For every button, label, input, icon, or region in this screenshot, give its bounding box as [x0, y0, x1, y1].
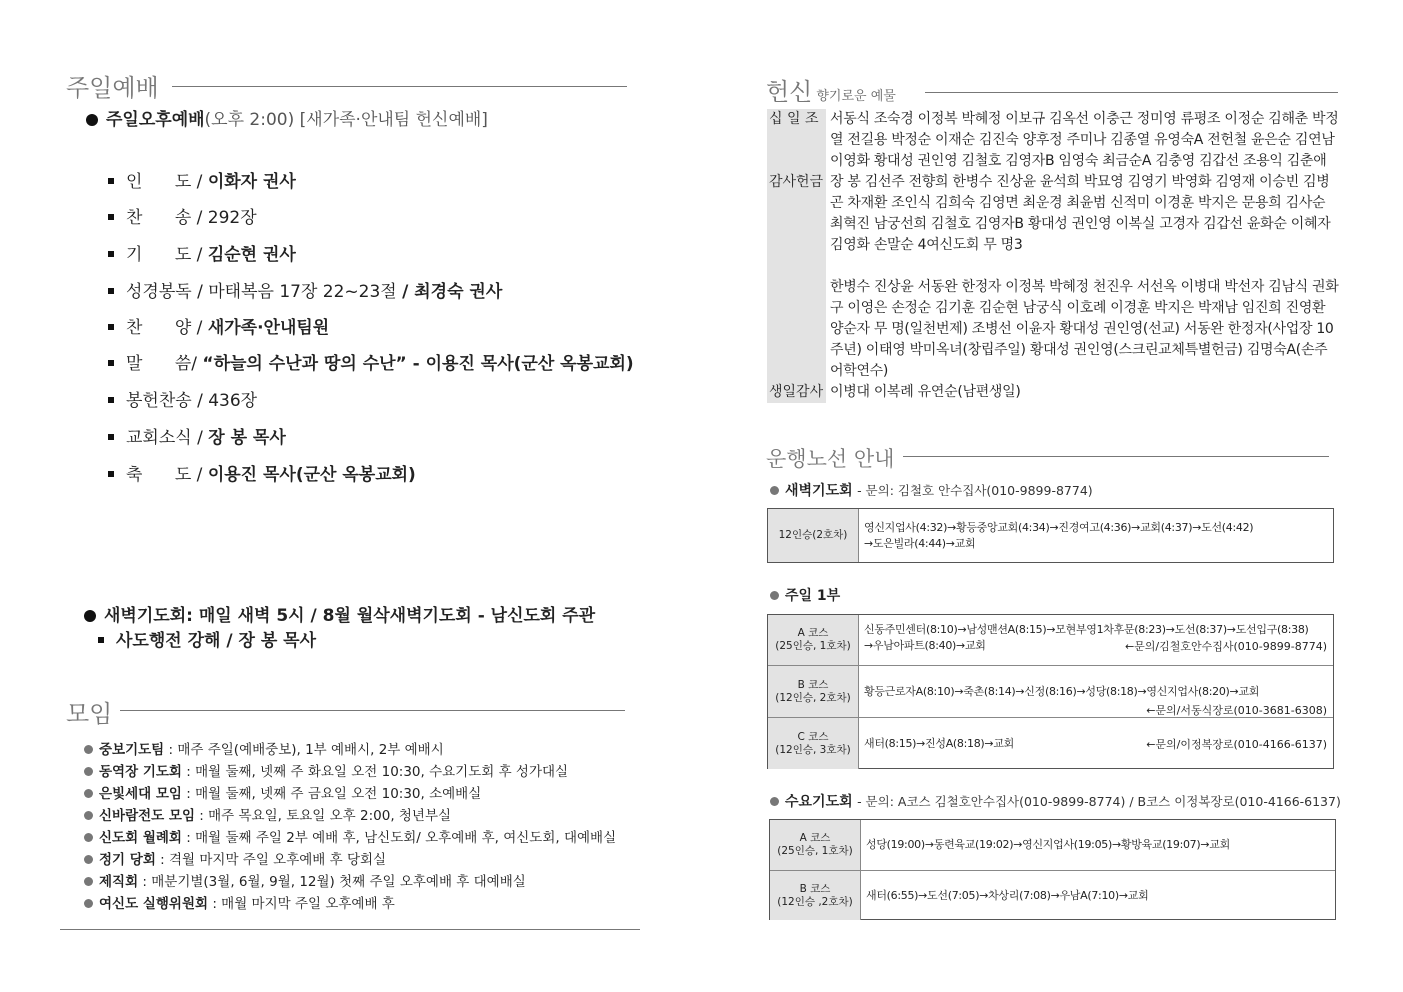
- meeting-item: [84, 848, 386, 868]
- bullet-icon: [84, 789, 93, 798]
- offering-names: 한병수 진상윤 서동완 한정자 이정복 박혜정 천진우 서선옥 이병대 박선자 김남식 권화구 이영은 손정순 김기훈 김순현 남궁식 이호례 이경훈 박지은 박재남 임진희 진영환 양순자 무 명(일천번제) 조병선 이윤자 황대성 권인영(선교) 서동완 한정자(사업장 10주년) 이태영 박미옥녀(창립주일) 황대성 권인영(스크린교체특별헌금) 김명숙A(손주 어학연수): [830, 279, 1339, 379]
- dawn-route-name: 새벽기도회: [785, 483, 853, 499]
- route-row: [768, 615, 1333, 665]
- route-title-rule: [903, 456, 1329, 457]
- offering-section-title: [766, 72, 896, 107]
- square-bullet-icon: [108, 251, 114, 257]
- dawn-prayer-sub: [98, 626, 316, 651]
- offering-row: [767, 109, 1341, 172]
- route-label: [768, 509, 859, 562]
- order-item: [108, 423, 286, 448]
- bullet-icon: [84, 899, 93, 908]
- wednesday-route-table: [769, 819, 1336, 920]
- bullet-icon: [84, 745, 93, 754]
- order-value: / 최경숙 권사: [402, 282, 503, 302]
- route-section-title: 운행노선 안내: [766, 447, 895, 471]
- bullet-icon: [86, 114, 98, 126]
- route-stops: [866, 837, 1230, 853]
- route-label: [770, 871, 861, 920]
- route-row: [768, 665, 1333, 718]
- offering-label: 감사헌금: [767, 172, 826, 256]
- meeting-item: [84, 826, 616, 846]
- order-label: 교회소식 /: [126, 428, 209, 448]
- order-label: 축 도 /: [126, 465, 208, 485]
- route-stops: [864, 684, 1259, 700]
- meeting-name: 신도회 월례회: [99, 830, 182, 846]
- dawn-prayer-notice: [84, 601, 595, 626]
- route-label-line: (12인승 ,2호차): [777, 895, 853, 908]
- offering-row: [767, 277, 1341, 382]
- route-row: [770, 870, 1335, 920]
- route-label-line: B 코스: [799, 882, 831, 895]
- meeting-detail: : 매분기별(3월, 6월, 9월, 12월) 첫째 주일 오후예배 후 대예배실: [138, 874, 526, 890]
- dawn-route-heading: [770, 480, 1093, 500]
- square-bullet-icon: [108, 471, 114, 477]
- offering-subtitle: 향기로운 예물: [816, 89, 896, 104]
- order-item: [108, 349, 634, 374]
- afternoon-service-heading: [86, 105, 488, 130]
- bullet-icon: [84, 811, 93, 820]
- wednesday-route-heading: [770, 791, 1341, 811]
- route-stops-line: →우남아파트(8:40)→교회: [864, 639, 986, 652]
- meeting-item: [84, 760, 568, 780]
- order-item: [108, 386, 257, 411]
- route-label-line: A 코스: [799, 832, 831, 844]
- offering-title-rule: [925, 92, 1338, 93]
- order-value: 장 봉 목사: [208, 428, 286, 448]
- route-stops: [864, 736, 1014, 752]
- route-stops-line: 새터(6:55)→도선(7:05)→차상리(7:08)→우남A(7:10)→교회: [866, 889, 1149, 902]
- bullet-icon: [770, 591, 779, 600]
- meeting-detail: : 격월 마지막 주일 오후예배 후 당회실: [155, 852, 387, 868]
- route-label-line: B 코스: [797, 679, 829, 691]
- dawn-prayer-text: 새벽기도회: 매일 새벽 5시 / 8월 월삭새벽기도회 - 남신도회 주관: [104, 606, 596, 626]
- meeting-detail: : 매월 둘째 주일 2부 예배 후, 남신도회/ 오후예배 후, 여신도회, 대예배실: [181, 830, 617, 846]
- sunday-route-table: [767, 614, 1334, 769]
- order-value: 이용진 목사(군산 옥봉교회): [207, 465, 416, 485]
- route-stops: [864, 520, 1253, 552]
- bullet-icon: [84, 877, 93, 886]
- offering-row: [767, 256, 1341, 277]
- offering-label: [767, 256, 826, 277]
- meeting-item: [84, 870, 526, 890]
- route-label-line: (12인승, 3호차): [775, 743, 851, 756]
- square-bullet-icon: [108, 288, 114, 294]
- route-stops-line: →도은빌라(4:44)→교회: [864, 537, 976, 550]
- order-item: [108, 313, 329, 338]
- route-contact: ←문의/김철호안수집사(010-9899-8774): [1124, 640, 1327, 653]
- order-value: 이화자 권사: [207, 172, 296, 192]
- offering-title: 헌신: [766, 78, 813, 106]
- offering-label: 생일감사: [767, 382, 826, 403]
- order-label: 찬 송 / 292장: [126, 208, 257, 228]
- square-bullet-icon: [108, 434, 114, 440]
- meeting-name: 은빛세대 모임: [99, 786, 182, 802]
- meeting-name: 동역장 기도회: [99, 764, 182, 780]
- square-bullet-icon: [108, 397, 114, 403]
- route-stops-line: 영신지업사(4:32)→황등중앙교회(4:34)→진경여고(4:36)→교회(4:37)→도선(4:42): [864, 521, 1254, 534]
- square-bullet-icon: [98, 637, 104, 643]
- meeting-item: [84, 782, 481, 802]
- route-contact: ←문의/서동식장로(010-3681-6308): [1146, 704, 1327, 717]
- route-label: [768, 615, 859, 665]
- order-item: [108, 203, 257, 228]
- order-label: 인 도 /: [126, 172, 208, 192]
- offering-names: 장 봉 김선주 전향희 한병수 진상윤 윤석희 박묘영 김영기 박영화 김영재 이승빈 김병곤 차재환 조인식 김희숙 김영면 최운경 최윤범 신적미 이경훈 박지은 문용희 김사순 최혁진 남궁선희 김철호 김영자B 황대성 권인영 이복실 고경자 김갑선 윤화순 이혜자 김영화 손말순 4여신도회 무 명3: [830, 174, 1331, 253]
- bullet-icon: [84, 767, 93, 776]
- route-stops-line: 새터(8:15)→진성A(8:18)→교회: [864, 737, 1014, 750]
- square-bullet-icon: [108, 178, 114, 184]
- route-label: [770, 820, 861, 870]
- meeting-item: [84, 892, 395, 912]
- bullet-icon: [84, 855, 93, 864]
- order-value: 새가족·안내팀원: [207, 318, 330, 338]
- meetings-title-rule: [120, 710, 625, 711]
- offering-row: [767, 172, 1341, 256]
- order-label: 말 씀/: [126, 354, 203, 374]
- dawn-route-contact: - 문의: 김철호 안수집사(010-9899-8774): [857, 483, 1093, 498]
- route-row: [768, 717, 1333, 769]
- offering-label: 십 일 조: [767, 109, 826, 172]
- route-label: [768, 718, 859, 769]
- worship-section-title: 주일예배: [66, 74, 159, 102]
- order-item: [108, 460, 416, 485]
- meetings-section-title: 모임: [66, 700, 113, 728]
- meeting-name: 제직회: [99, 874, 139, 890]
- route-label-line: (25인승, 1호차): [775, 640, 851, 652]
- route-stops-line: 신동주민센터(8:10)→남성맨션A(8:15)→모현부영1차후문(8:23)→도선(8:37)→도선입구(8:38): [864, 623, 1309, 636]
- meeting-name: 신바람전도 모임: [99, 808, 195, 824]
- route-stops-line: 황등근로자A(8:10)→죽촌(8:14)→신정(8:16)→성당(8:18)→영신지업사(8:20)→교회: [864, 685, 1260, 698]
- order-item: [108, 240, 296, 265]
- service-detail: (오후 2:00) [새가족·안내팀 헌신예배]: [204, 110, 488, 130]
- wednesday-route-name: 수요기도회: [785, 794, 853, 810]
- square-bullet-icon: [108, 324, 114, 330]
- meeting-name: 중보기도팀: [99, 742, 165, 758]
- route-label-line: 12인승(2호차): [778, 529, 848, 541]
- route-row: [768, 509, 1333, 562]
- route-contact: ←문의/이정복장로(010-4166-6137): [1146, 738, 1327, 751]
- offering-names: 이병대 이복례 유연순(남편생일): [830, 384, 1021, 400]
- bullet-icon: [770, 797, 779, 806]
- bullet-icon: [770, 486, 779, 495]
- meeting-detail: : 매월 마지막 주일 오후예배 후: [208, 896, 395, 912]
- dawn-route-table: [767, 508, 1334, 563]
- meeting-detail: : 매월 둘째, 넷째 주 금요일 오전 10:30, 소예배실: [181, 786, 482, 802]
- dawn-prayer-sub-text: 사도행전 강해 / 장 봉 목사: [116, 631, 317, 651]
- order-item: [108, 167, 296, 192]
- meeting-detail: : 매주 목요일, 토요일 오후 2:00, 청년부실: [195, 808, 452, 824]
- order-label: 봉헌찬송 / 436장: [126, 391, 258, 411]
- meeting-item: [84, 738, 444, 758]
- order-label: 찬 양 /: [126, 318, 208, 338]
- wednesday-route-contact: - 문의: A코스 김철호안수집사(010-9899-8774) / B코스 이정복장로(010-4166-6137): [857, 794, 1341, 809]
- meeting-detail: : 매주 주일(예배중보), 1부 예배시, 2부 예배시: [164, 742, 444, 758]
- bullet-icon: [84, 833, 93, 842]
- route-label-line: C 코스: [797, 730, 829, 743]
- square-bullet-icon: [108, 360, 114, 366]
- left-bottom-rule: [60, 929, 640, 930]
- route-label: [768, 666, 859, 718]
- offering-label: [767, 277, 826, 382]
- order-label: 기 도 /: [126, 245, 208, 265]
- offering-row: [767, 382, 1341, 403]
- route-label-line: A 코스: [797, 627, 829, 639]
- bullet-icon: [84, 610, 96, 622]
- order-label: 성경봉독 / 마태복음 17장 22~23절: [126, 282, 403, 302]
- service-name: 주일오후예배: [106, 110, 205, 130]
- worship-title-rule: [172, 86, 627, 87]
- meeting-name: 여신도 실행위원회: [99, 896, 209, 912]
- offering-names: [826, 256, 1341, 277]
- square-bullet-icon: [108, 214, 114, 220]
- offering-table: [767, 109, 1341, 403]
- sunday-route-heading: [770, 585, 840, 605]
- route-row: [770, 820, 1335, 870]
- route-label-line: (12인승, 2호차): [775, 692, 851, 704]
- route-stops-line: 성당(19:00)→동련육교(19:02)→영신지업사(19:05)→황방육교(19:07)→교회: [866, 838, 1230, 851]
- order-value: 김순현 권사: [207, 245, 296, 265]
- sunday-route-name: 주일 1부: [785, 588, 841, 604]
- offering-names: 서동식 조숙경 이정복 박혜정 이보규 김옥선 이충근 정미영 류평조 이정순 김해춘 박정열 전길용 박정순 이재순 김진숙 양후정 주미나 김종열 유영숙A 전헌철 윤은순 김연남 이영화 황대성 권인영 김철호 김영자B 임영숙 최금순A 김충영 김갑선 조용익 김춘애: [830, 111, 1339, 169]
- meeting-name: 정기 당회: [99, 852, 156, 868]
- order-item: [108, 277, 502, 302]
- route-stops: [866, 888, 1148, 904]
- meeting-detail: : 매월 둘째, 넷째 주 화요일 오전 10:30, 수요기도회 후 성가대실: [181, 764, 569, 780]
- route-label-line: (25인승, 1호차): [777, 845, 853, 857]
- order-value: “하늘의 수난과 땅의 수난” - 이용진 목사(군산 옥봉교회): [202, 354, 634, 374]
- meeting-item: [84, 804, 451, 824]
